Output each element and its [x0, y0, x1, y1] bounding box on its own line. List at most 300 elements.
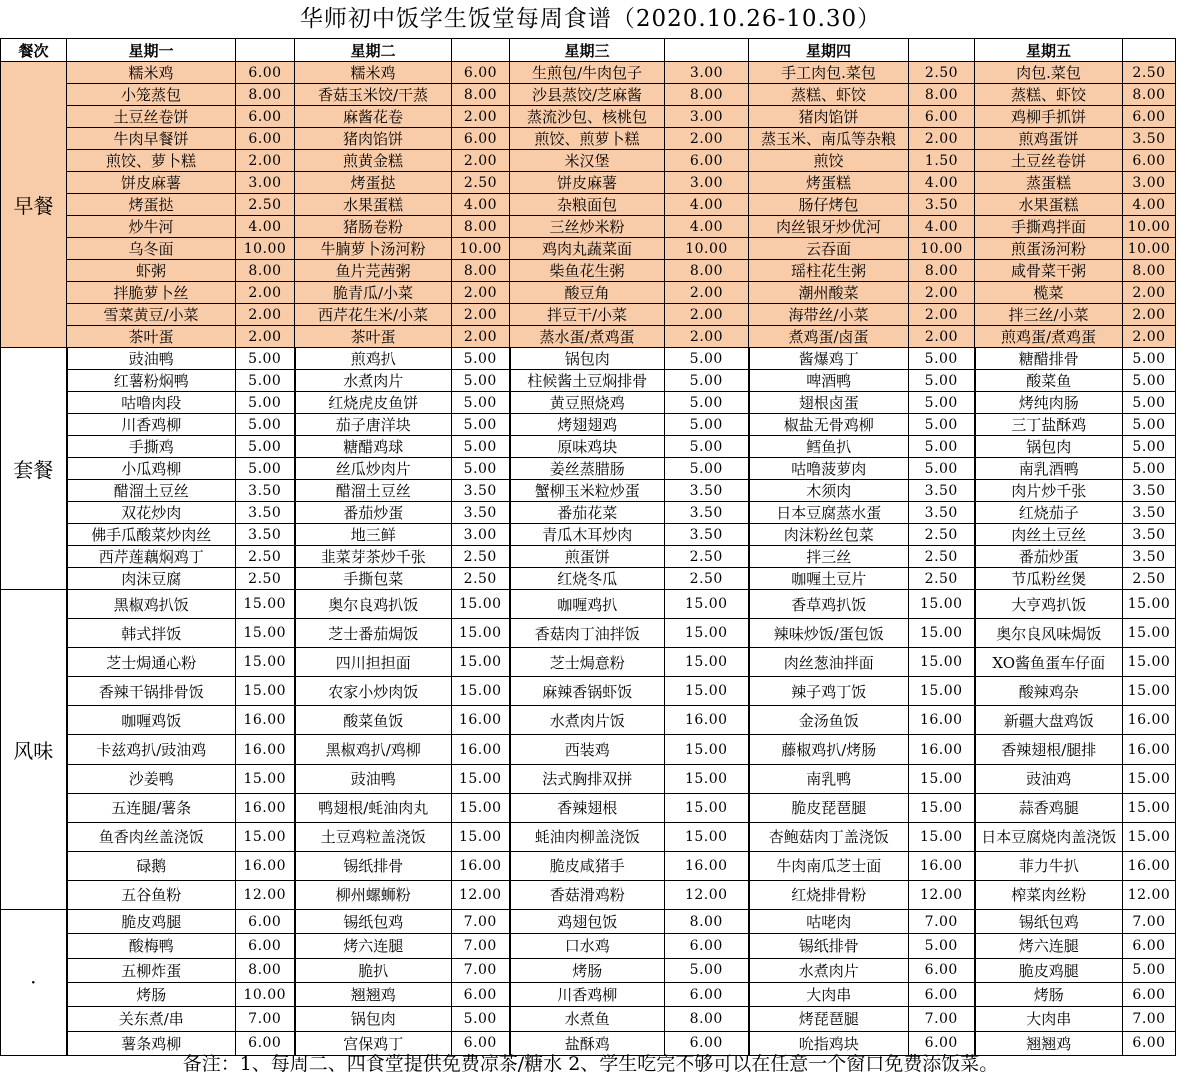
- dish-price: 15.00: [909, 590, 975, 619]
- dish-price: 16.00: [1123, 851, 1176, 880]
- dish-name: 三丝炒米粉: [510, 216, 665, 238]
- dish-price: 2.00: [665, 304, 749, 326]
- day-header-fri: 星期五: [975, 39, 1123, 62]
- dish-name: 煎饺、萝卜糕: [67, 150, 236, 172]
- dish-name: 牛肉南瓜芝士面: [749, 851, 909, 880]
- dish-price: 3.50: [665, 524, 749, 546]
- meal-category-label: 套餐: [1, 348, 67, 590]
- dish-price: 6.00: [1123, 150, 1176, 172]
- dish-price: 2.00: [909, 304, 975, 326]
- dish-price: 2.00: [909, 326, 975, 348]
- dish-name: 韭菜芽茶炒千张: [295, 546, 452, 568]
- menu-row: [1, 958, 1176, 982]
- dish-name: 日本豆腐蒸水蛋: [749, 502, 909, 524]
- menu-row: [1, 982, 1176, 1006]
- dish-name: 咖喱鸡饭: [67, 706, 236, 735]
- dish-name: 手撕鸡: [67, 436, 236, 458]
- weekly-menu-table: [0, 38, 1176, 1056]
- menu-row: [1, 619, 1176, 648]
- dish-name: 香辣干锅排骨饭: [67, 677, 236, 706]
- dish-price: 8.00: [1123, 260, 1176, 282]
- dish-price: 5.00: [665, 414, 749, 436]
- dish-price: 2.50: [452, 546, 510, 568]
- dish-price: 3.50: [1123, 546, 1176, 568]
- dish-name: 烤蛋糕: [749, 172, 909, 194]
- dish-name: 脆扒: [295, 958, 452, 982]
- dish-price: 7.00: [1123, 910, 1176, 934]
- dish-price: 2.00: [1123, 304, 1176, 326]
- menu-row: [1, 851, 1176, 880]
- dish-price: 6.00: [909, 958, 975, 982]
- menu-row: [1, 568, 1176, 590]
- dish-price: 8.00: [236, 84, 295, 106]
- dish-price: 16.00: [909, 735, 975, 764]
- dish-price: 6.00: [452, 982, 510, 1006]
- dish-name: 姜丝蒸腊肠: [510, 458, 665, 480]
- dish-price: 2.50: [236, 194, 295, 216]
- menu-row: [1, 793, 1176, 822]
- dish-name: 鸡肉丸蔬菜面: [510, 238, 665, 260]
- dish-price: 3.00: [665, 172, 749, 194]
- dish-name: 云吞面: [749, 238, 909, 260]
- dish-name: 蒜香鸡腿: [975, 793, 1123, 822]
- dish-price: 3.50: [665, 502, 749, 524]
- dish-price: 5.00: [909, 436, 975, 458]
- dish-price: 16.00: [236, 793, 295, 822]
- dish-price: 2.00: [452, 304, 510, 326]
- menu-row: [1, 677, 1176, 706]
- dish-price: 5.00: [236, 436, 295, 458]
- dish-name: 红烧冬瓜: [510, 568, 665, 590]
- dish-name: 南乳鸭: [749, 764, 909, 793]
- dish-price: 16.00: [452, 706, 510, 735]
- dish-name: 韩式拌饭: [67, 619, 236, 648]
- dish-name: 米汉堡: [510, 150, 665, 172]
- dish-price: 8.00: [665, 1007, 749, 1031]
- dish-price: 8.00: [909, 84, 975, 106]
- dish-price: 15.00: [236, 648, 295, 677]
- dish-name: 黑椒鸡扒/鸡柳: [295, 735, 452, 764]
- dish-price: 15.00: [665, 648, 749, 677]
- dish-name: 鸡翅包饭: [510, 910, 665, 934]
- dish-price: 16.00: [909, 706, 975, 735]
- dish-name: 海带丝/小菜: [749, 304, 909, 326]
- dish-name: 藤椒鸡扒/烤肠: [749, 735, 909, 764]
- dish-price: 5.00: [452, 392, 510, 414]
- dish-name: 烤六连腿: [295, 934, 452, 958]
- dish-price: 15.00: [909, 793, 975, 822]
- dish-price: 15.00: [452, 590, 510, 619]
- dish-name: 番茄炒蛋: [975, 546, 1123, 568]
- dish-price: 7.00: [1123, 1007, 1176, 1031]
- dish-name: 水煮鱼: [510, 1007, 665, 1031]
- dish-name: 瑶柱花生粥: [749, 260, 909, 282]
- day-header-thu: 星期四: [749, 39, 909, 62]
- dish-price: 15.00: [1123, 677, 1176, 706]
- dish-name: 烤蛋挞: [295, 172, 452, 194]
- dish-name: 烤蛋挞: [67, 194, 236, 216]
- dish-name: 锅包肉: [975, 436, 1123, 458]
- dish-price: 2.00: [236, 282, 295, 304]
- dish-name: 奥尔良风味焗饭: [975, 619, 1123, 648]
- dish-name: 小瓜鸡柳: [67, 458, 236, 480]
- dish-name: 水果蛋糕: [295, 194, 452, 216]
- dish-name: 鸭翅根/蚝油肉丸: [295, 793, 452, 822]
- dish-price: 8.00: [1123, 84, 1176, 106]
- dish-name: 炒牛河: [67, 216, 236, 238]
- dish-price: 5.00: [909, 414, 975, 436]
- dish-name: 酸辣鸡杂: [975, 677, 1123, 706]
- dish-price: 2.00: [665, 282, 749, 304]
- dish-price: 3.50: [236, 524, 295, 546]
- menu-row: [1, 590, 1176, 619]
- dish-name: 手撕包菜: [295, 568, 452, 590]
- dish-name: 酸菜鱼饭: [295, 706, 452, 735]
- dish-name: 地三鲜: [295, 524, 452, 546]
- dish-name: 鳕鱼扒: [749, 436, 909, 458]
- dish-name: 芝士焗通心粉: [67, 648, 236, 677]
- menu-row: [1, 84, 1176, 106]
- dish-price: 6.00: [236, 910, 295, 934]
- dish-name: 咕咾肉: [749, 910, 909, 934]
- dish-price: 6.00: [909, 106, 975, 128]
- dish-price: 16.00: [236, 735, 295, 764]
- dish-price: 3.50: [452, 502, 510, 524]
- dish-name: 蒸水蛋/煮鸡蛋: [510, 326, 665, 348]
- dish-name: 蚝油肉柳盖浇饭: [510, 822, 665, 851]
- dish-price: 3.50: [1123, 502, 1176, 524]
- dish-price: 2.50: [909, 62, 975, 84]
- dish-name: 黄豆照烧鸡: [510, 392, 665, 414]
- dish-price: 15.00: [1123, 822, 1176, 851]
- dish-name: 柳州螺蛳粉: [295, 880, 452, 909]
- dish-price: 3.00: [452, 524, 510, 546]
- dish-price: 7.00: [452, 934, 510, 958]
- dish-price: 16.00: [452, 735, 510, 764]
- dish-price: 5.00: [665, 458, 749, 480]
- dish-name: 翅根卤蛋: [749, 392, 909, 414]
- dish-name: 锡纸包鸡: [295, 910, 452, 934]
- menu-row: [1, 524, 1176, 546]
- dish-price: 5.00: [665, 370, 749, 392]
- dish-price: 15.00: [665, 735, 749, 764]
- dish-name: 脆皮鸡腿: [975, 958, 1123, 982]
- dish-price: 2.00: [452, 326, 510, 348]
- dish-name: 煎鸡蛋饼: [975, 128, 1123, 150]
- dish-name: 肉片炒千张: [975, 480, 1123, 502]
- dish-name: 肉包.菜包: [975, 62, 1123, 84]
- dish-price: 15.00: [665, 677, 749, 706]
- dish-price: 5.00: [236, 370, 295, 392]
- dish-price: 5.00: [909, 348, 975, 370]
- dish-price: 5.00: [909, 392, 975, 414]
- dish-name: 煮鸡蛋/卤蛋: [749, 326, 909, 348]
- dish-price: 3.50: [909, 480, 975, 502]
- dish-name: 肉丝葱油拌面: [749, 648, 909, 677]
- dish-name: 糯米鸡: [295, 62, 452, 84]
- dish-price: 6.00: [1123, 934, 1176, 958]
- menu-row: [1, 735, 1176, 764]
- dish-name: 小笼蒸包: [67, 84, 236, 106]
- meal-column-header: 餐次: [1, 39, 67, 62]
- dish-name: 芝士番茄焗饭: [295, 619, 452, 648]
- dish-price: 7.00: [452, 958, 510, 982]
- menu-row: [1, 282, 1176, 304]
- dish-price: 2.50: [909, 568, 975, 590]
- dish-name: 川香鸡柳: [510, 982, 665, 1006]
- dish-price: 5.00: [665, 436, 749, 458]
- dish-price: 6.00: [665, 150, 749, 172]
- dish-price: 2.00: [909, 282, 975, 304]
- dish-name: 水煮肉片: [749, 958, 909, 982]
- day-header-wed: 星期三: [510, 39, 665, 62]
- dish-name: 木须肉: [749, 480, 909, 502]
- dish-price: 12.00: [452, 880, 510, 909]
- dish-name: 烤肠: [510, 958, 665, 982]
- dish-name: 醋溜土豆丝: [67, 480, 236, 502]
- dish-name: 蒸玉米、南瓜等杂粮: [749, 128, 909, 150]
- dish-price: 15.00: [236, 677, 295, 706]
- dish-price: 7.00: [452, 910, 510, 934]
- dish-name: 番茄花菜: [510, 502, 665, 524]
- dish-price: 15.00: [452, 822, 510, 851]
- dish-price: 8.00: [452, 84, 510, 106]
- dish-name: 锡纸排骨: [749, 934, 909, 958]
- dish-name: 煎饺、煎萝卜糕: [510, 128, 665, 150]
- dish-name: 四川担担面: [295, 648, 452, 677]
- day-header-tue: 星期二: [295, 39, 452, 62]
- dish-name: 土豆丝卷饼: [67, 106, 236, 128]
- dish-price: 5.00: [1123, 348, 1176, 370]
- dish-price: 15.00: [1123, 793, 1176, 822]
- dish-price: 2.00: [236, 304, 295, 326]
- dish-price: 6.00: [452, 1031, 510, 1055]
- dish-price: 5.00: [452, 414, 510, 436]
- dish-price: 3.00: [665, 106, 749, 128]
- dish-name: 大亨鸡扒饭: [975, 590, 1123, 619]
- dish-name: 南乳酒鸭: [975, 458, 1123, 480]
- dish-price: 2.50: [909, 546, 975, 568]
- dish-price: 5.00: [909, 934, 975, 958]
- dish-price: 8.00: [665, 84, 749, 106]
- dish-name: 煎鸡扒: [295, 348, 452, 370]
- dish-price: 15.00: [909, 764, 975, 793]
- dish-price: 15.00: [909, 619, 975, 648]
- dish-price: 5.00: [909, 370, 975, 392]
- dish-price: 15.00: [236, 764, 295, 793]
- dish-name: 番茄炒蛋: [295, 502, 452, 524]
- menu-row: [1, 436, 1176, 458]
- dish-price: 15.00: [452, 619, 510, 648]
- dish-price: 4.00: [236, 216, 295, 238]
- dish-name: 潮州酸菜: [749, 282, 909, 304]
- dish-price: 15.00: [665, 619, 749, 648]
- dish-name: 原味鸡块: [510, 436, 665, 458]
- dish-name: 水煮肉片: [295, 370, 452, 392]
- menu-row: [1, 1007, 1176, 1031]
- dish-price: 16.00: [1123, 735, 1176, 764]
- menu-row: [1, 106, 1176, 128]
- dish-name: 五柳炸蛋: [67, 958, 236, 982]
- dish-price: 2.50: [1123, 568, 1176, 590]
- dish-name: 糯米鸡: [67, 62, 236, 84]
- dish-name: 煎蛋汤河粉: [975, 238, 1123, 260]
- dish-price: 10.00: [1123, 216, 1176, 238]
- dish-price: 2.50: [909, 524, 975, 546]
- dish-name: 关东煮/串: [67, 1007, 236, 1031]
- dish-price: 16.00: [665, 706, 749, 735]
- dish-price: 15.00: [452, 793, 510, 822]
- dish-price: 12.00: [1123, 880, 1176, 909]
- dish-name: 咖喱鸡扒: [510, 590, 665, 619]
- dish-name: 五谷鱼粉: [67, 880, 236, 909]
- dish-price: 5.00: [236, 348, 295, 370]
- dish-price: 16.00: [909, 851, 975, 880]
- dish-name: 双花炒肉: [67, 502, 236, 524]
- dish-name: 日本豆腐烧肉盖浇饭: [975, 822, 1123, 851]
- menu-row: [1, 62, 1176, 84]
- dish-name: 饼皮麻薯: [67, 172, 236, 194]
- dish-price: 15.00: [452, 648, 510, 677]
- dish-name: 牛腩萝卜汤河粉: [295, 238, 452, 260]
- dish-price: 6.00: [1123, 1031, 1176, 1055]
- dish-price: 8.00: [236, 958, 295, 982]
- dish-name: 三丁盐酥鸡: [975, 414, 1123, 436]
- dish-price: 6.00: [665, 934, 749, 958]
- dish-name: 辣味炒饭/蛋包饭: [749, 619, 909, 648]
- dish-price: 7.00: [236, 1007, 295, 1031]
- dish-name: 茶叶蛋: [67, 326, 236, 348]
- dish-price: 3.50: [236, 502, 295, 524]
- dish-name: 吮指鸡块: [749, 1031, 909, 1055]
- dish-price: 16.00: [236, 706, 295, 735]
- dish-price: 6.00: [1123, 982, 1176, 1006]
- dish-name: 肉丝土豆丝: [975, 524, 1123, 546]
- dish-name: 蒸糕、虾饺: [749, 84, 909, 106]
- dish-name: 拌三丝/小菜: [975, 304, 1123, 326]
- dish-name: 蟹柳玉米粒炒蛋: [510, 480, 665, 502]
- dish-price: 12.00: [909, 880, 975, 909]
- dish-price: 6.00: [1123, 106, 1176, 128]
- dish-name: 豉油鸭: [67, 348, 236, 370]
- dish-name: 拌豆干/小菜: [510, 304, 665, 326]
- menu-row: [1, 502, 1176, 524]
- dish-name: 牛肉早餐饼: [67, 128, 236, 150]
- dish-price: 6.00: [236, 934, 295, 958]
- dish-price: 5.00: [1123, 370, 1176, 392]
- dish-price: 2.50: [236, 568, 295, 590]
- menu-row: [1, 172, 1176, 194]
- dish-price: 10.00: [236, 238, 295, 260]
- dish-price: 12.00: [236, 880, 295, 909]
- dish-price: 2.50: [1123, 62, 1176, 84]
- dish-name: 麻酱花卷: [295, 106, 452, 128]
- dish-price: 2.00: [452, 282, 510, 304]
- dish-price: 5.00: [665, 392, 749, 414]
- dish-name: 土豆鸡粒盖浇饭: [295, 822, 452, 851]
- dish-price: 4.00: [665, 194, 749, 216]
- dish-name: 猪肉馅饼: [749, 106, 909, 128]
- dish-price: 15.00: [1123, 648, 1176, 677]
- dish-name: 红薯粉焖鸭: [67, 370, 236, 392]
- dish-price: 5.00: [236, 414, 295, 436]
- dish-name: 丝瓜炒肉片: [295, 458, 452, 480]
- dish-name: 猪肠卷粉: [295, 216, 452, 238]
- menu-row: [1, 348, 1176, 370]
- dish-price: 8.00: [909, 260, 975, 282]
- dish-name: 脆皮琵琶腿: [749, 793, 909, 822]
- dish-name: 猪肉馅饼: [295, 128, 452, 150]
- menu-row: [1, 910, 1176, 934]
- dish-name: 煎鸡蛋/煮鸡蛋: [975, 326, 1123, 348]
- dish-name: 薯条鸡柳: [67, 1031, 236, 1055]
- dish-name: 新疆大盘鸡饭: [975, 706, 1123, 735]
- dish-price: 6.00: [665, 1031, 749, 1055]
- dish-name: 辣子鸡丁饭: [749, 677, 909, 706]
- dish-price: 5.00: [452, 370, 510, 392]
- dish-price: 2.00: [1123, 282, 1176, 304]
- dish-price: 6.00: [236, 62, 295, 84]
- dish-price: 3.50: [665, 480, 749, 502]
- dish-name: 锡纸包鸡: [975, 910, 1123, 934]
- dish-price: 8.00: [665, 260, 749, 282]
- dish-price: 15.00: [1123, 764, 1176, 793]
- dish-price: 10.00: [236, 982, 295, 1006]
- dish-price: 3.00: [1123, 172, 1176, 194]
- dish-name: 烤翅翅鸡: [510, 414, 665, 436]
- dish-name: 茄子唐洋块: [295, 414, 452, 436]
- dish-name: 香菇滑鸡粉: [510, 880, 665, 909]
- menu-row: [1, 458, 1176, 480]
- dish-price: 4.00: [1123, 194, 1176, 216]
- meal-category-label: ·: [1, 910, 67, 1056]
- dish-price: 5.00: [452, 1007, 510, 1031]
- dish-price: 3.50: [236, 480, 295, 502]
- dish-price: 3.50: [452, 480, 510, 502]
- dish-price: 3.50: [909, 502, 975, 524]
- dish-price: 15.00: [1123, 619, 1176, 648]
- dish-price: 2.00: [1123, 326, 1176, 348]
- dish-name: 香草鸡扒饭: [749, 590, 909, 619]
- menu-row: [1, 238, 1176, 260]
- dish-price: 2.00: [665, 128, 749, 150]
- dish-name: 醋溜土豆丝: [295, 480, 452, 502]
- dish-name: 大肉串: [975, 1007, 1123, 1031]
- header-row: [1, 39, 1176, 62]
- menu-row: [1, 216, 1176, 238]
- dish-price: 6.00: [909, 982, 975, 1006]
- meal-category-label: 早餐: [1, 62, 67, 348]
- dish-price: 5.00: [1123, 414, 1176, 436]
- dish-name: 卡兹鸡扒/豉油鸡: [67, 735, 236, 764]
- dish-name: 煎饺: [749, 150, 909, 172]
- dish-price: 7.00: [909, 1007, 975, 1031]
- dish-name: 金汤鱼饭: [749, 706, 909, 735]
- meal-category-label: 风味: [1, 590, 67, 910]
- dish-price: 5.00: [1123, 458, 1176, 480]
- dish-name: 手工肉包.菜包: [749, 62, 909, 84]
- dish-price: 3.50: [1123, 480, 1176, 502]
- dish-price: 10.00: [452, 238, 510, 260]
- dish-name: 芝士焗意粉: [510, 648, 665, 677]
- dish-price: 5.00: [665, 958, 749, 982]
- dish-name: 蒸蛋糕: [975, 172, 1123, 194]
- dish-price: 5.00: [1123, 958, 1176, 982]
- dish-price: 15.00: [452, 677, 510, 706]
- dish-price: 16.00: [1123, 706, 1176, 735]
- dish-name: 脆皮鸡腿: [67, 910, 236, 934]
- dish-name: 茶叶蛋: [295, 326, 452, 348]
